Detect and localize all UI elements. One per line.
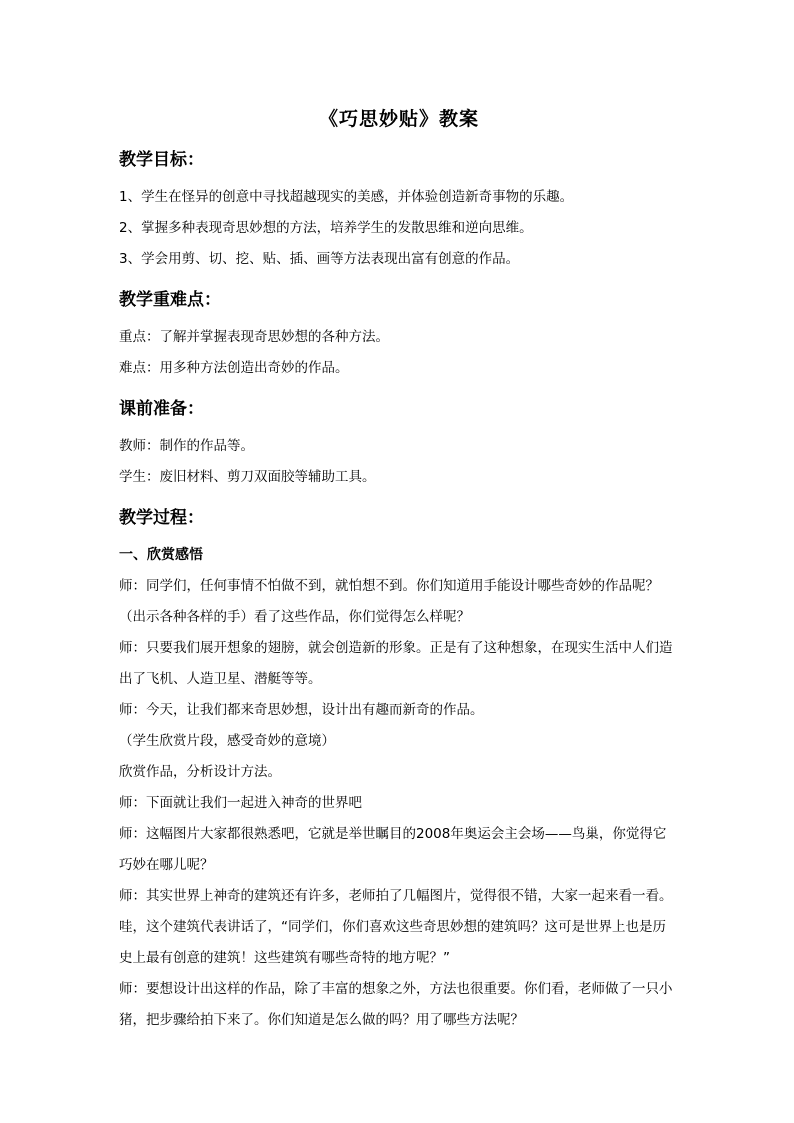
process-paragraph: 师：只要我们展开想象的翅膀，就会创造新的形象。正是有了这种想象，在现实生活中人们造出了飞机、人造卫星、潜艇等等。: [119, 640, 673, 687]
key-point-item: 难点：用多种方法创造出奇妙的作品。: [119, 360, 349, 376]
process-section: [119, 503, 679, 1036]
key-points-heading: 教学重难点：: [119, 290, 221, 310]
preparation-item: 教师：制作的作品等。: [119, 438, 254, 454]
process-subheading: 一、欣赏感悟: [119, 547, 203, 563]
process-paragraph: 师：其实世界上神奇的建筑还有许多，老师拍了几幅图片，觉得很不错，大家一起来看一看。哇，这个建筑代表讲话了，“同学们，你们喜欢这些奇思妙想的建筑吗？这可是世界上也是历史上最有创意的建筑！这些建筑有哪些奇特的地方呢？”: [119, 888, 673, 966]
key-point-item: 重点：了解并掌握表现奇思妙想的各种方法。: [119, 329, 389, 345]
preparation-heading: 课前准备：: [119, 399, 204, 419]
process-paragraph: 欣赏作品，分析设计方法。: [119, 764, 281, 780]
key-points-section: [119, 285, 679, 384]
process-paragraph: 师：下面就让我们一起进入神奇的世界吧: [119, 795, 362, 811]
document-page: [119, 104, 679, 1036]
preparation-item: 学生：废旧材料、剪刀双面胶等辅助工具。: [119, 469, 376, 485]
process-heading: 教学过程：: [119, 508, 204, 528]
objectives-heading: 教学目标：: [119, 150, 204, 170]
process-paragraph: （学生欣赏片段，感受奇妙的意境）: [119, 733, 335, 749]
objectives-section: [119, 145, 679, 275]
process-paragraph: 师：要想设计出这样的作品，除了丰富的想象之外，方法也很重要。你们看，老师做了一只小猪，把步骤给拍下来了。你们知道是怎么做的吗？用了哪些方法呢？: [119, 981, 673, 1028]
document-title: 《巧思妙贴》教案: [318, 108, 479, 130]
process-paragraph: 师：同学们，任何事情不怕做不到，就怕想不到。你们知道用手能设计哪些奇妙的作品呢？: [119, 578, 659, 594]
process-paragraph: （出示各种各样的手）看了这些作品，你们觉得怎么样呢？: [119, 609, 470, 625]
preparation-section: [119, 394, 679, 493]
objective-item: 1、学生在怪异的创意中寻找超越现实的美感，并体验创造新奇事物的乐趣。: [119, 189, 574, 205]
objective-item: 2、掌握多种表现奇思妙想的方法，培养学生的发散思维和逆向思维。: [119, 220, 533, 236]
objective-item: 3、学会用剪、切、挖、贴、插、画等方法表现出富有创意的作品。: [119, 251, 520, 267]
process-paragraph: 师：今天，让我们都来奇思妙想，设计出有趣而新奇的作品。: [119, 702, 484, 718]
process-paragraph: 师：这幅图片大家都很熟悉吧，它就是举世瞩目的2008年奥运会主会场——鸟巢，你觉得它巧妙在哪儿呢？: [119, 826, 667, 873]
